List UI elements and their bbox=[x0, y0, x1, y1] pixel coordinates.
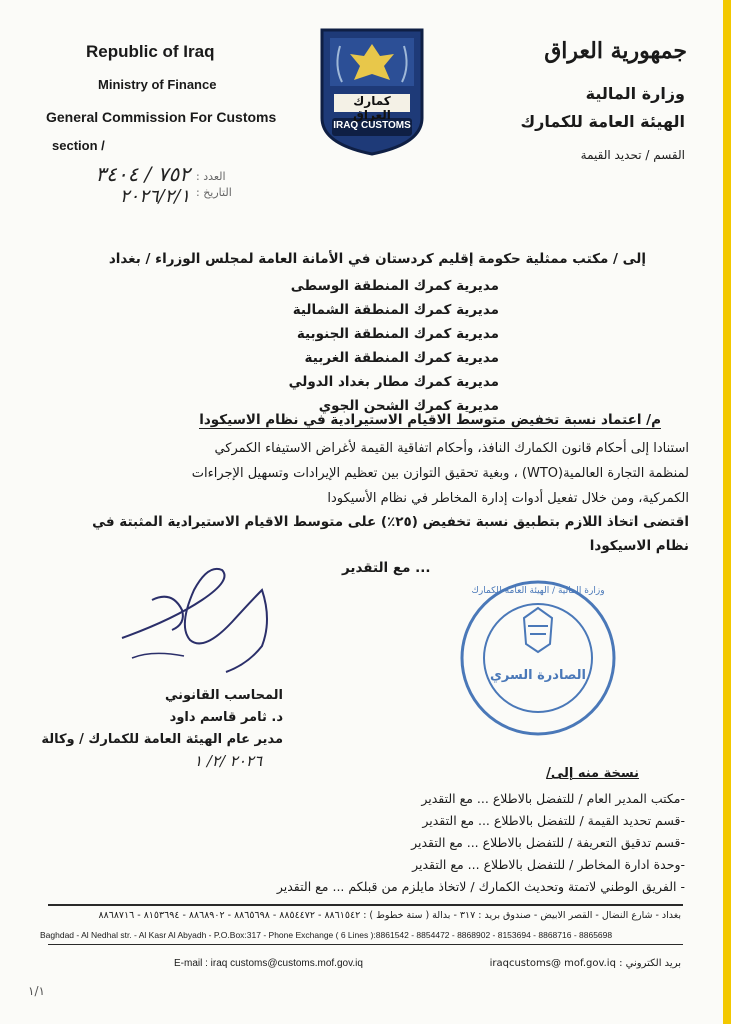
copy-item: -قسم تحديد القيمة / للتفضل بالاطلاع ... مع التقدير bbox=[422, 813, 685, 828]
footer-email-ar: بريد الكتروني : iraqcustoms@ mof.gov.iq bbox=[489, 958, 681, 969]
header-commission-ar: الهيئة العامة للكمارك bbox=[520, 112, 685, 131]
copy-item: - الفريق الوطني لاتمتة وتحديث الكمارك / لاتخاذ مايلزم من قبلكم ... مع التقدير bbox=[276, 879, 685, 894]
subject-text: م/ اعتماد نسبة تخفيض متوسط الاقيام الاستيرادية في نظام الاسيكودا bbox=[199, 412, 661, 428]
decision-line: نظام الاسيكودا bbox=[589, 538, 689, 554]
handwritten-signature bbox=[112, 560, 282, 680]
recipient-line: مديرية كمرك المنطقة الشمالية bbox=[292, 302, 499, 318]
date-label: التاريخ : bbox=[196, 186, 232, 199]
signatory-name: د. ثامر قاسم داود bbox=[169, 710, 283, 725]
signatory-position: مدير عام الهيئة العامة للكمارك / وكالة bbox=[41, 732, 283, 747]
body-line: استنادا إلى أحكام قانون الكمارك النافذ، وأحكام اتفاقية القيمة لأغراض الاستيفاء الكمركي bbox=[214, 441, 689, 456]
number-label: العدد : bbox=[196, 170, 226, 183]
body-line: لمنظمة التجارة العالمية(WTO) ، وبغية تحقيق التوازن بين تعظيم الإيرادات وتسهيل الإجراءات bbox=[191, 466, 689, 481]
recipient-line: مديرية كمرك مطار بغداد الدولي bbox=[288, 374, 499, 390]
copy-item: -مكتب المدير العام / للتفضل بالاطلاع ... مع التقدير bbox=[421, 791, 685, 806]
header-ministry-ar: وزارة المالية bbox=[585, 84, 685, 103]
logo-text-ar: كمارك العراق bbox=[353, 94, 391, 122]
handwritten-date: ٢٠٢٦/٢/١ bbox=[119, 186, 190, 207]
logo-text-en: IRAQ CUSTOMS bbox=[333, 120, 411, 131]
footer-divider-thin bbox=[48, 944, 683, 945]
header-republic-en: Republic of Iraq bbox=[86, 42, 215, 61]
body-line: الكمركية، ومن خلال تفعيل أدوات إدارة المخاطر في نظام الأسيكودا bbox=[327, 491, 689, 506]
stamp-center-text: الصادرة السري bbox=[490, 668, 586, 683]
recipient-line: مديرية كمرك الشحن الجوي bbox=[318, 398, 499, 414]
copy-item: -قسم تدقيق التعريفة / للتفضل بالاطلاع ... مع التقدير bbox=[411, 835, 685, 850]
recipient-line: مديرية كمرك المنطقة الوسطى bbox=[290, 278, 499, 294]
footer-email-en: E-mail : iraq customs@customs.mof.gov.iq bbox=[174, 958, 363, 969]
official-stamp bbox=[458, 578, 618, 738]
header-commission-en: General Commission For Customs bbox=[46, 109, 277, 125]
copy-item: -وحدة ادارة المخاطر / للتفضل بالاطلاع ... مع التقدير bbox=[412, 857, 685, 872]
yellow-edge-stripe bbox=[723, 0, 731, 1024]
recipient-main: إلى / مكتب ممثلية حكومة إقليم كردستان في الأمانة العامة لمجلس الوزراء / بغداد bbox=[108, 251, 646, 267]
copies-list bbox=[65, 788, 685, 898]
recipient-line: مديرية كمرك المنطقة الغربية bbox=[304, 350, 499, 366]
decision-line: اقتضى اتخاذ اللازم بتطبيق نسبة تخفيض (٢٥٪) على متوسط الاقيام الاستيرادية المثبتة في bbox=[92, 514, 689, 530]
copies-title: نسخة منه إلى/ bbox=[546, 766, 639, 781]
header-republic-ar: جمهورية العراق bbox=[544, 38, 687, 64]
footer-address-ar: بغداد - شارع النضال - القصر الابيض - صندوق بريد : ٣١٧ - بدالة ( ستة خطوط ) : ٨٨٦١٥٤٢ - ٨٨٥٤٤٧٢ - ٨٨٦٥٦٩٨ - ٨٨٦٨٩٠٢ - ٨١٥٣٦٩٤ - ٨٨٦٨٧١٦ bbox=[98, 910, 681, 921]
header-section-en: section / bbox=[52, 138, 105, 153]
footer-address-en: Baghdad - Al Nedhal str. - Al Kasr Al Abyadh - P.O.Box:317 - Phone Exchange ( 6 Lines ):8861542 - 8854472 - 8868902 - 8153694 - 8868716 - 8865698 bbox=[40, 930, 613, 940]
signature-date: ٢٠٢٦ /٢/ ١ bbox=[194, 752, 263, 770]
recipient-line: مديرية كمرك المنطقة الجنوبية bbox=[296, 326, 499, 342]
signatory-title: المحاسب القانوني bbox=[164, 688, 283, 703]
customs-logo bbox=[318, 26, 426, 158]
subject-line bbox=[199, 412, 661, 428]
decision-paragraph bbox=[41, 510, 689, 558]
footer-divider bbox=[48, 904, 683, 906]
body-paragraph bbox=[41, 436, 689, 511]
regards-text: ... مع التقدير bbox=[342, 560, 431, 576]
header-ministry-en: Ministry of Finance bbox=[98, 77, 217, 92]
page-number: ١/١ bbox=[28, 984, 45, 998]
stamp-ring-text: وزارة المالية / الهيئة العامة للكمارك bbox=[471, 586, 605, 596]
handwritten-number: ٧٥٢ / ٣٤٠٤ bbox=[95, 162, 190, 186]
header-section-ar: القسم / تحديد القيمة bbox=[580, 148, 685, 162]
